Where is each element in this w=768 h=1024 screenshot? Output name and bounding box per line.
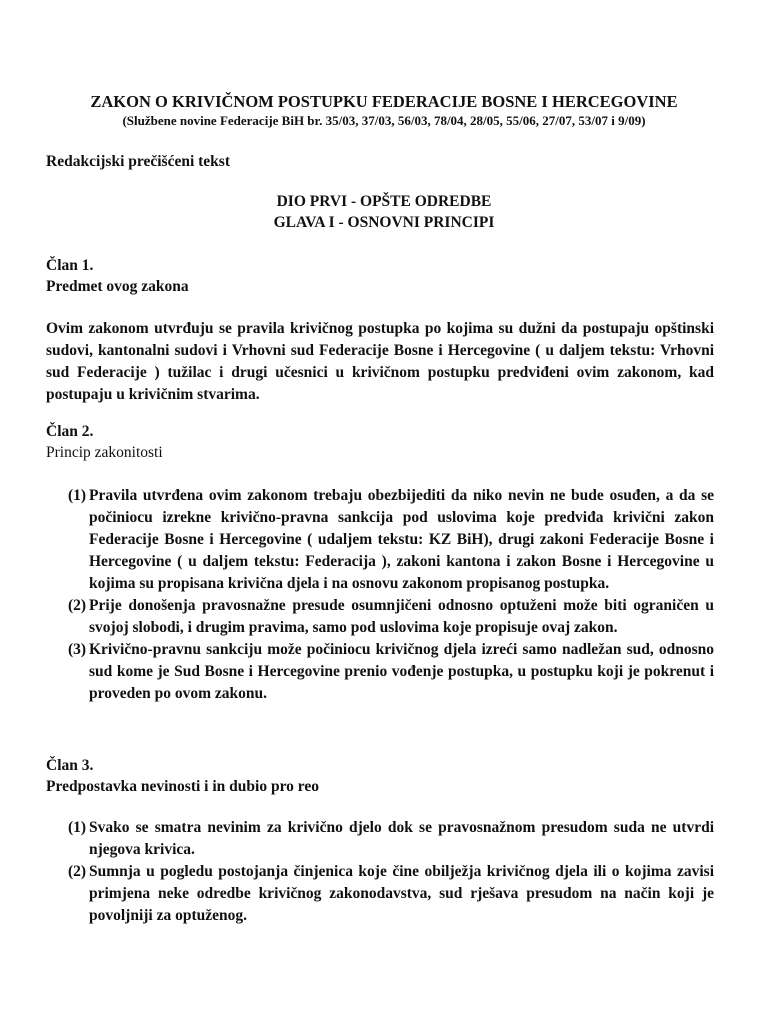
article-3-item [68, 817, 714, 861]
item-number: (2) [68, 597, 87, 614]
item-number: (1) [68, 819, 87, 836]
item-number: (2) [68, 863, 87, 880]
article-2-number: Član 2. [46, 423, 94, 440]
item-text: Svako se smatra nevinim za krivično djelo dok se pravosnažnom presudom suda ne utvrdi njegova krivica. [89, 819, 714, 858]
article-3-list [68, 817, 714, 927]
article-3-number: Član 3. [46, 757, 94, 774]
chapter-heading: GLAVA I - OSNOVNI PRINCIPI [273, 214, 495, 231]
article-2-list [68, 485, 714, 705]
item-text: Krivično-pravnu sankciju može počiniocu krivičnog djela izreći samo nadležan sud, odnosno sud kome je Sud Bosne i Hercegovine prenio vođenje postupka, u postupku koji je pokrenut i proveden po ovom zakonu. [89, 641, 714, 702]
consolidated-text-label: Redakcijski prečišćeni tekst [46, 153, 230, 170]
part-heading: DIO PRVI - OPŠTE ODREDBE [276, 193, 492, 210]
law-title: ZAKON O KRIVIČNOM POSTUPKU FEDERACIJE BOSNE I HERCEGOVINE [90, 92, 678, 111]
article-1-text: Ovim zakonom utvrđuju se pravila krivičnog postupka po kojima su dužni da postupaju opštinski sudovi, kantonalni sudovi i Vrhovni sud Federacije Bosne i Hercegovine ( u daljem tekstu: Vrhovni sud Federacije ) tužilac i drugi učesnici u krivičnom postupku predviđeni ovim zakonom, kad postupaju u krivičnim stvarima. [46, 320, 714, 403]
gazette-reference: (Službene novine Federacije BiH br. 35/03, 37/03, 56/03, 78/04, 28/05, 55/06, 27/07, 53/07 i 9/09) [122, 113, 646, 128]
article-1-number: Član 1. [46, 257, 94, 274]
article-3-title: Predpostavka nevinosti i in dubio pro reo [46, 778, 320, 795]
article-3-item [68, 861, 714, 927]
article-1-title: Predmet ovog zakona [46, 278, 189, 295]
article-2-item [68, 639, 714, 705]
article-2-item [68, 595, 714, 639]
item-number: (3) [68, 641, 87, 658]
item-text: Prije donošenja pravosnažne presude osumnjičeni odnosno optuženi može biti ograničen u svojoj slobodi, i drugim pravima, samo pod uslovima koje propisuje ovaj zakon. [89, 597, 714, 636]
item-number: (1) [68, 487, 87, 504]
item-text: Sumnja u pogledu postojanja činjenica koje čine obilježja krivičnog djela ili o kojima zavisi primjena neke odredbe krivičnog zakonodavstva, sud rješava presudom na način koji je povoljniji za optuženog. [89, 863, 714, 924]
item-text: Pravila utvrđena ovim zakonom trebaju obezbijediti da niko nevin ne bude osuđen, a da se počiniocu izrekne krivično-pravna sankcija pod uslovima koje predviđa krivični zakon Federacije Bosne i Hercegovine ( udaljem tekstu: KZ BiH), drugi zakoni Federacije Bosne i Hercegovine ( u daljem tekstu: Federacija ), zakoni kantona i zakon Bosne i Hercegovine u kojima su propisana krivična djela i na osnovu zakonom propisanog postupka. [89, 487, 714, 592]
article-2-item [68, 485, 714, 595]
article-2-title: Princip zakonitosti [46, 444, 163, 461]
